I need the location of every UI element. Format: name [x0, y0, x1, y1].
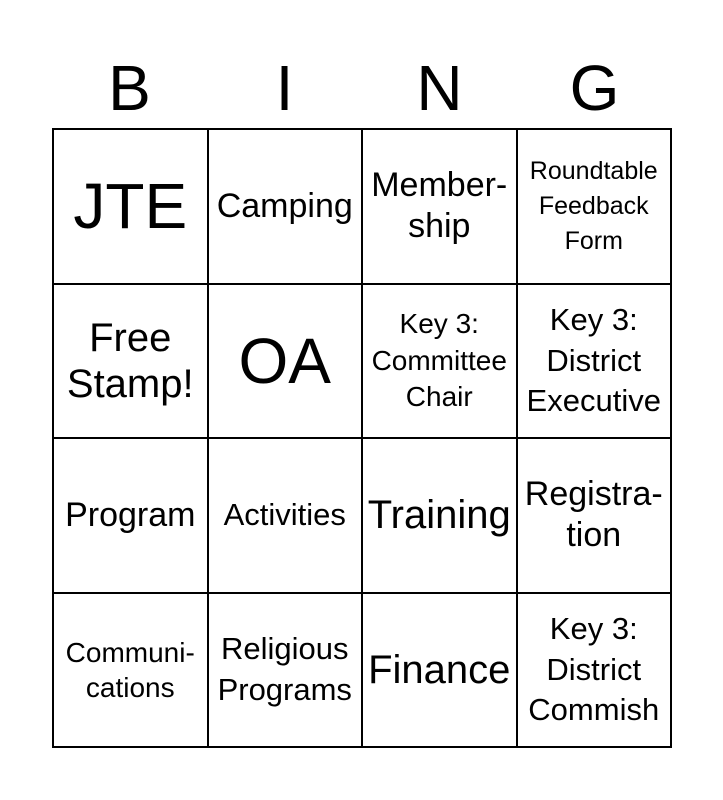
- bingo-cell[interactable]: [53, 129, 208, 284]
- cell-text: OA: [238, 324, 331, 397]
- cell-text: Camping: [216, 186, 353, 225]
- bingo-cell[interactable]: [53, 593, 208, 748]
- bingo-cell[interactable]: [517, 284, 672, 439]
- cell-text: Finance: [368, 647, 511, 692]
- header-letter-i: I: [275, 52, 294, 124]
- bingo-cell[interactable]: [362, 129, 517, 284]
- cell-text: Training: [367, 493, 511, 538]
- cell-text: Key 3: District Commish: [528, 611, 660, 727]
- bingo-cell[interactable]: [208, 438, 363, 593]
- cell-text: Religious Programs: [217, 631, 352, 707]
- bingo-header: [52, 48, 672, 128]
- bingo-cell[interactable]: [208, 129, 363, 284]
- cell-text: Member- ship: [371, 166, 508, 246]
- cell-text: Key 3: District Executive: [526, 302, 661, 418]
- header-letter-n: N: [416, 52, 463, 124]
- bingo-card: [52, 128, 672, 748]
- cell-text: JTE: [73, 170, 188, 243]
- cell-text: Key 3: Committee Chair: [371, 308, 507, 412]
- cell-text: Activities: [223, 497, 346, 533]
- bingo-cell[interactable]: [517, 129, 672, 284]
- bingo-cell[interactable]: [53, 438, 208, 593]
- cell-text: Registra- tion: [524, 475, 663, 555]
- cell-text: Free Stamp!: [66, 315, 194, 406]
- bingo-cell[interactable]: [208, 284, 363, 439]
- cell-text: Program: [65, 495, 196, 534]
- cell-text: Communi- cations: [65, 636, 195, 703]
- bingo-cell[interactable]: [208, 593, 363, 748]
- bingo-cell[interactable]: [362, 593, 517, 748]
- bingo-cell[interactable]: [362, 438, 517, 593]
- header-letter-g: G: [569, 52, 620, 124]
- cell-text: Roundtable Feedback Form: [529, 156, 658, 255]
- header-letter-b: B: [108, 52, 151, 124]
- bingo-cell[interactable]: [53, 284, 208, 439]
- bingo-cell[interactable]: [517, 438, 672, 593]
- bingo-cell[interactable]: [517, 593, 672, 748]
- bingo-cell[interactable]: [362, 284, 517, 439]
